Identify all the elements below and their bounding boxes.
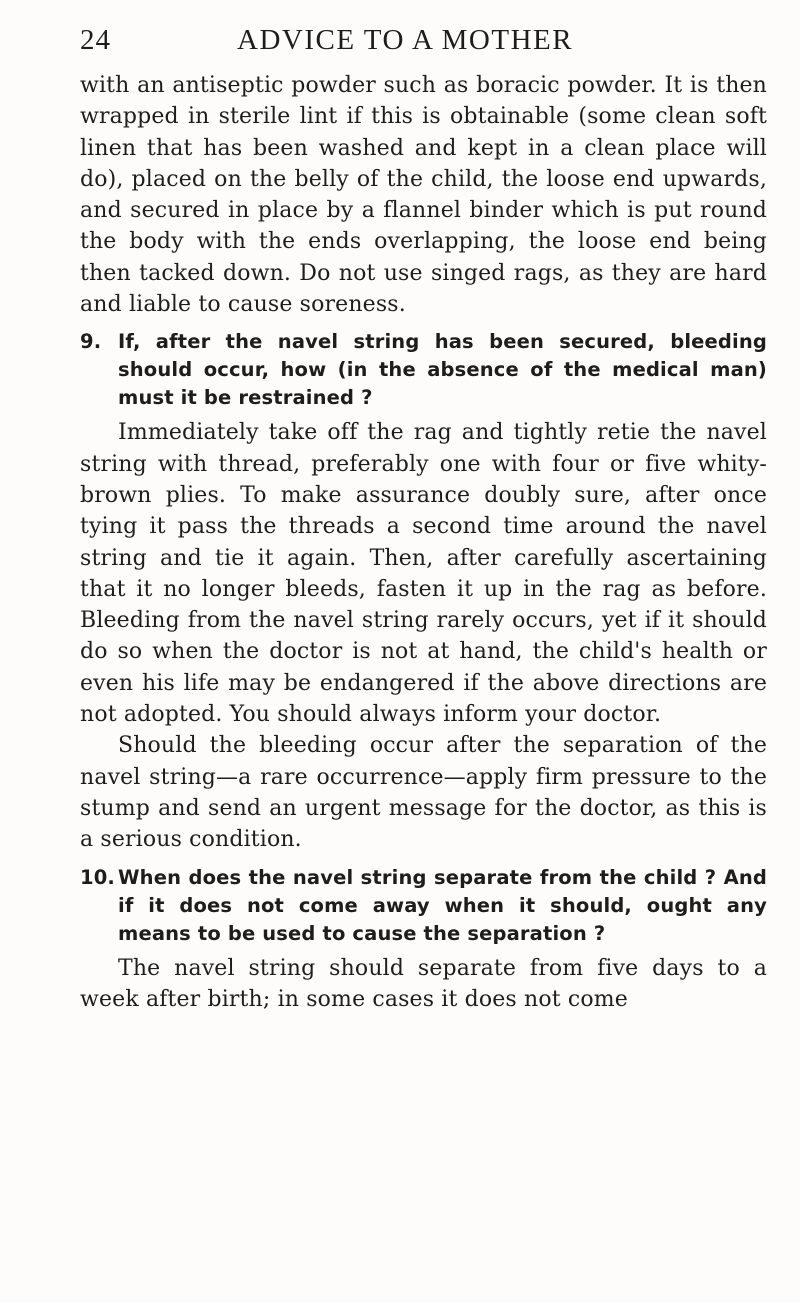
answer-10-paragraph-1: The navel string should separate from five days to a week after birth; in some cases it does not come: [80, 955, 767, 1012]
page-number: 24: [80, 24, 111, 56]
question-9-text: If, after the navel string has been secured, bleeding should occur, how (in the absence of the medical man) must it be restrained ?: [118, 330, 767, 410]
answer-9-paragraph-2: Should the bleeding occur after the separation of the navel string—a rare occurrence—apply firm pressure to the stump and send an urgent message for the doctor, as this is a serious condition.: [80, 733, 767, 853]
question-10: [80, 864, 767, 948]
question-9-number: 9.: [80, 330, 102, 354]
page-body: [80, 70, 767, 1015]
running-head: ADVICE TO A MOTHER: [237, 24, 574, 56]
question-10-text: When does the navel string separate from the child ? And if it does not come away when it should, ought any means to be used to cause the separation ?: [118, 865, 767, 945]
question-10-number: 10.: [80, 865, 115, 889]
question-9: [80, 328, 767, 412]
page-header: [80, 24, 740, 64]
answer-9-paragraph-1: Immediately take off the rag and tightly retie the navel string with thread, preferably one with four or five whity-brown plies. To make assurance doubly sure, after once tying it pass the threads a second time around the navel string and tie it again. Then, after carefully ascertaining that it no longer bleeds, fasten it up in the rag as before. Bleeding from the navel string rarely occurs, yet if it should do so when the doctor is not at hand, the child's health or even his life may be endangered if the above directions are not adopted. You should always inform your doctor.: [80, 420, 767, 728]
intro-paragraph: with an antiseptic powder such as boracic powder. It is then wrapped in sterile lint if this is obtainable (some clean soft linen that has been washed and kept in a clean place will do), placed on the belly of the child, the loose end upwards, and secured in place by a flannel binder which is put round the body with the ends overlapping, the loose end being then tacked down. Do not use singed rags, as they are hard and liable to cause soreness.: [80, 73, 767, 318]
